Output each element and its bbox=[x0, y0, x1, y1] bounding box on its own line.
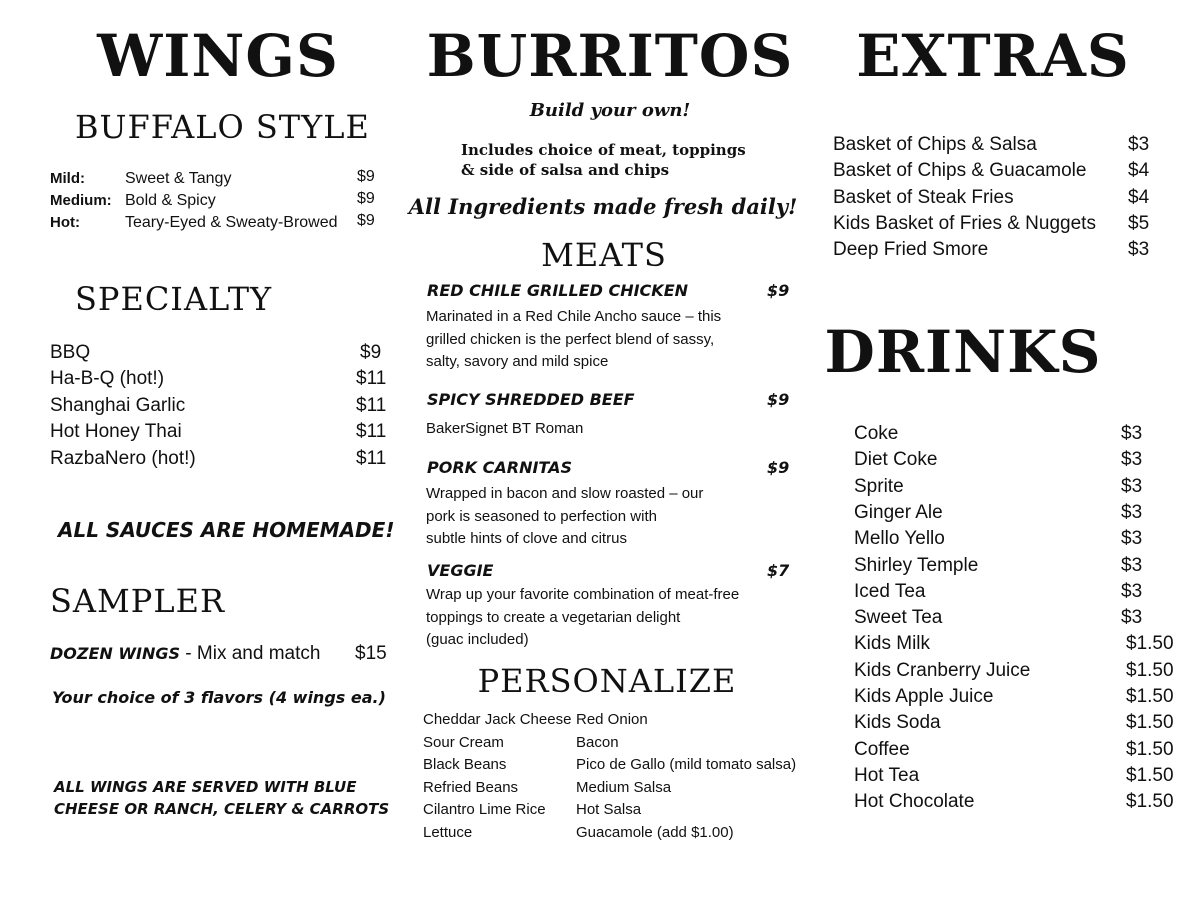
buffalo-desc: Bold & Spicy bbox=[125, 192, 216, 209]
drink-price: $3 bbox=[1121, 475, 1143, 497]
specialty-name: BBQ bbox=[50, 342, 91, 363]
drinks-title: DRINKS bbox=[824, 318, 1102, 386]
sauces-note: ALL SAUCES ARE HOMEMADE! bbox=[58, 518, 395, 542]
sampler-desc: - Mix and match bbox=[180, 643, 321, 664]
drink-name: Kids Milk bbox=[854, 633, 931, 655]
meats-heading: MEATS bbox=[541, 236, 667, 274]
drink-price: $3 bbox=[1121, 528, 1143, 550]
specialty-price: $11 bbox=[356, 447, 387, 469]
wings-title: WINGS bbox=[97, 22, 339, 90]
sampler-price: $15 bbox=[355, 643, 387, 664]
served-note-line-1: ALL WINGS ARE SERVED WITH BLUE bbox=[54, 778, 357, 796]
specialty-name: Hot Honey Thai bbox=[50, 421, 182, 443]
extras-title: EXTRAS bbox=[856, 22, 1130, 90]
drink-price: $3 bbox=[1121, 501, 1143, 523]
meat-name: VEGGIE bbox=[427, 561, 494, 580]
personalize-option: Black Beans bbox=[423, 756, 507, 774]
sampler-item bbox=[50, 643, 320, 665]
buffalo-style-heading: BUFFALO STYLE bbox=[75, 108, 370, 146]
drink-price: $3 bbox=[1121, 580, 1143, 602]
personalize-option: Medium Salsa bbox=[576, 778, 672, 796]
personalize-option: Hot Salsa bbox=[576, 801, 642, 819]
meat-description-line: Marinated in a Red Chile Ancho sauce – this bbox=[426, 308, 722, 325]
meat-name: SPICY SHREDDED BEEF bbox=[427, 390, 635, 409]
meat-description-line: salty, savory and mild spice bbox=[426, 353, 609, 370]
meat-description-line: (guac included) bbox=[426, 631, 529, 648]
meat-name: RED CHILE GRILLED CHICKEN bbox=[427, 281, 689, 300]
specialty-price: $9 bbox=[360, 342, 382, 363]
personalize-option: Pico de Gallo (mild tomato salsa) bbox=[576, 756, 797, 774]
extra-price: $5 bbox=[1128, 212, 1150, 234]
meat-price: $7 bbox=[767, 561, 790, 580]
build-your-own-tagline: Build your own! bbox=[529, 100, 691, 121]
personalize-option: Bacon bbox=[576, 733, 619, 751]
buffalo-desc: Sweet & Tangy bbox=[125, 170, 232, 187]
drink-price: $1.50 bbox=[1126, 633, 1174, 655]
drink-price: $1.50 bbox=[1126, 738, 1174, 760]
drink-name: Kids Soda bbox=[854, 712, 941, 734]
sampler-heading: SAMPLER bbox=[50, 582, 226, 620]
drink-price: $1.50 bbox=[1126, 712, 1174, 734]
extra-name: Deep Fried Smore bbox=[833, 239, 989, 261]
drink-name: Mello Yello bbox=[854, 528, 945, 550]
drink-price: $1.50 bbox=[1126, 659, 1174, 681]
extra-name: Basket of Chips & Guacamole bbox=[833, 160, 1087, 182]
includes-line-2: & side of salsa and chips bbox=[461, 161, 670, 179]
personalize-option: Cheddar Jack Cheese bbox=[423, 711, 572, 728]
specialty-name: Shanghai Garlic bbox=[50, 394, 186, 416]
drink-price: $3 bbox=[1121, 554, 1143, 576]
specialty-price: $11 bbox=[356, 368, 387, 390]
personalize-option: Sour Cream bbox=[423, 733, 504, 751]
meat-price: $9 bbox=[767, 390, 790, 409]
specialty-heading: SPECIALTY bbox=[75, 280, 273, 318]
drink-price: $3 bbox=[1121, 423, 1143, 444]
drink-name: Sprite bbox=[854, 475, 904, 497]
drink-name: Kids Cranberry Juice bbox=[854, 659, 1031, 681]
extra-name: Basket of Steak Fries bbox=[833, 186, 1014, 208]
personalize-option: Cilantro Lime Rice bbox=[423, 801, 546, 819]
drink-name: Hot Chocolate bbox=[854, 791, 975, 813]
drink-name: Shirley Temple bbox=[854, 554, 979, 576]
buffalo-label: Medium: bbox=[50, 192, 112, 209]
meat-description-line: subtle hints of clove and citrus bbox=[426, 530, 627, 547]
drink-name: Iced Tea bbox=[854, 580, 926, 602]
specialty-name: RazbaNero (hot!) bbox=[50, 447, 196, 469]
drink-name: Coke bbox=[854, 423, 899, 444]
extra-price: $4 bbox=[1128, 186, 1150, 208]
personalize-option: Lettuce bbox=[423, 824, 473, 841]
sampler-note: Your choice of 3 flavors (4 wings ea.) bbox=[52, 688, 386, 707]
personalize-option: Refried Beans bbox=[423, 778, 519, 796]
buffalo-price: $9 bbox=[357, 168, 375, 185]
extra-price: $3 bbox=[1128, 239, 1150, 261]
personalize-option: Red Onion bbox=[576, 711, 648, 728]
drink-name: Diet Coke bbox=[854, 449, 938, 471]
drink-price: $3 bbox=[1121, 449, 1143, 471]
meat-description-line: pork is seasoned to perfection with bbox=[426, 507, 657, 525]
drink-price: $3 bbox=[1121, 607, 1143, 629]
drink-price: $1.50 bbox=[1126, 764, 1174, 786]
burritos-title: BURRITOS bbox=[426, 22, 794, 90]
buffalo-label: Hot: bbox=[50, 214, 80, 231]
meat-price: $9 bbox=[767, 458, 790, 477]
meat-description-line: grilled chicken is the perfect blend of sassy, bbox=[426, 330, 715, 348]
drink-name: Ginger Ale bbox=[854, 501, 943, 523]
buffalo-price: $9 bbox=[357, 190, 375, 207]
personalize-heading: PERSONALIZE bbox=[477, 662, 737, 700]
meat-price: $9 bbox=[767, 281, 790, 300]
meat-description-line: toppings to create a vegetarian delight bbox=[426, 608, 681, 626]
buffalo-label: Mild: bbox=[50, 170, 85, 187]
drink-name: Coffee bbox=[854, 738, 910, 760]
meat-name: PORK CARNITAS bbox=[427, 458, 572, 477]
buffalo-desc: Teary-Eyed & Sweaty-Browed bbox=[125, 214, 338, 231]
extra-name: Basket of Chips & Salsa bbox=[833, 134, 1037, 155]
drink-price: $1.50 bbox=[1126, 791, 1174, 813]
served-note-line-2: CHEESE OR RANCH, CELERY & CARROTS bbox=[54, 800, 390, 818]
includes-line-1: Includes choice of meat, toppings bbox=[461, 141, 746, 159]
drink-name: Kids Apple Juice bbox=[854, 686, 994, 707]
extra-price: $4 bbox=[1128, 160, 1150, 182]
drink-price: $1.50 bbox=[1126, 686, 1174, 707]
sampler-name: DOZEN WINGS bbox=[50, 644, 181, 663]
meat-description-line: BakerSignet BT Roman bbox=[426, 420, 584, 437]
buffalo-price: $9 bbox=[357, 212, 375, 229]
meat-description-line: Wrapped in bacon and slow roasted – our bbox=[426, 485, 704, 502]
extra-price: $3 bbox=[1128, 134, 1150, 155]
drink-name: Hot Tea bbox=[854, 764, 920, 786]
specialty-price: $11 bbox=[356, 394, 387, 416]
specialty-price: $11 bbox=[356, 421, 387, 443]
fresh-ingredients-note: All Ingredients made fresh daily! bbox=[408, 194, 798, 219]
specialty-name: Ha-B-Q (hot!) bbox=[50, 368, 165, 390]
drink-name: Sweet Tea bbox=[854, 607, 943, 629]
meat-description-line: Wrap up your favorite combination of meat-free bbox=[426, 586, 740, 603]
extra-name: Kids Basket of Fries & Nuggets bbox=[833, 212, 1096, 234]
personalize-option: Guacamole (add $1.00) bbox=[576, 824, 734, 841]
